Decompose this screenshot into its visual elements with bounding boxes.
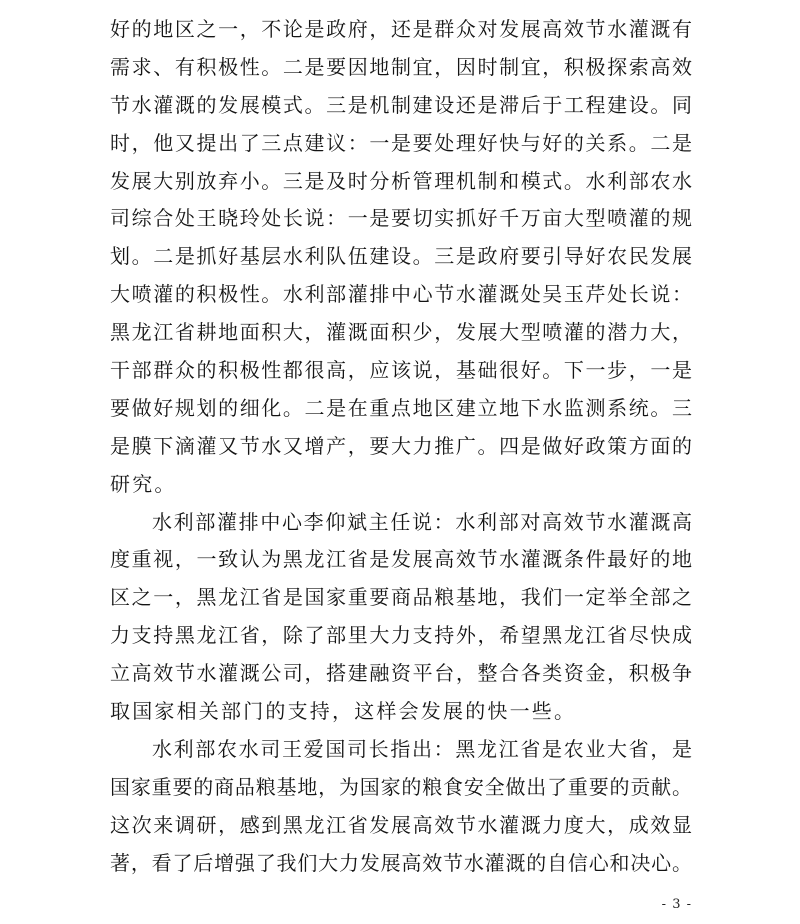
text-line: 划。二是抓好基层水利队伍建设。三是政府要引导好农民发展 [110, 244, 692, 269]
text-line: 度重视，一致认为黑龙江省是发展高效节水灌溉条件最好的地 [110, 547, 692, 572]
text-line: 著，看了后增强了我们大力发展高效节水灌溉的自信心和决心。 [110, 850, 692, 875]
text-line: 国家重要的商品粮基地，为国家的粮食安全做出了重要的贡献。 [110, 774, 692, 799]
text-line: 干部群众的积极性都很高，应该说，基础很好。下一步，一是 [110, 358, 692, 383]
text-line: 节水灌溉的发展模式。三是机制建设还是滞后于工程建设。同 [110, 92, 692, 117]
text-line: 水利部灌排中心李仰斌主任说：水利部对高效节水灌溉高 [152, 509, 692, 534]
text-line: 研究。 [110, 471, 177, 496]
text-line: 水利部农水司王爱国司长指出：黑龙江省是农业大省，是 [152, 736, 692, 761]
text-line: 力支持黑龙江省，除了部里大力支持外，希望黑龙江省尽快成 [110, 623, 692, 648]
page-number: - 3 - [661, 897, 692, 912]
text-line: 大喷灌的积极性。水利部灌排中心节水灌溉处吴玉芹处长说： [110, 282, 692, 307]
paragraph-3 [110, 731, 692, 883]
text-line: 这次来调研，感到黑龙江省发展高效节水灌溉力度大，成效显 [110, 812, 692, 837]
paragraph-1 [110, 11, 692, 504]
text-line: 取国家相关部门的支持，这样会发展的快一些。 [110, 699, 577, 724]
text-line: 发展大别放弃小。三是及时分析管理机制和模式。水利部农水 [110, 168, 692, 193]
text-line: 要做好规划的细化。二是在重点地区建立地下水监测系统。三 [110, 395, 692, 420]
text-line: 需求、有积极性。二是要因地制宜，因时制宜，积极探索高效 [110, 54, 692, 79]
text-line: 区之一，黑龙江省是国家重要商品粮基地，我们一定举全部之 [110, 585, 692, 610]
text-line: 好的地区之一，不论是政府，还是群众对发展高效节水灌溉有 [110, 17, 692, 41]
body-text [110, 11, 692, 882]
text-line: 时，他又提出了三点建议：一是要处理好快与好的关系。二是 [110, 130, 692, 155]
paragraph-2 [110, 504, 692, 731]
text-line: 立高效节水灌溉公司，搭建融资平台，整合各类资金，积极争 [110, 661, 692, 686]
text-line: 司综合处王晓玲处长说：一是要切实抓好千万亩大型喷灌的规 [110, 206, 692, 231]
text-line: 是膜下滴灌又节水又增产，要大力推广。四是做好政策方面的 [110, 433, 692, 458]
text-line: 黑龙江省耕地面积大，灌溉面积少，发展大型喷灌的潜力大， [110, 320, 692, 345]
